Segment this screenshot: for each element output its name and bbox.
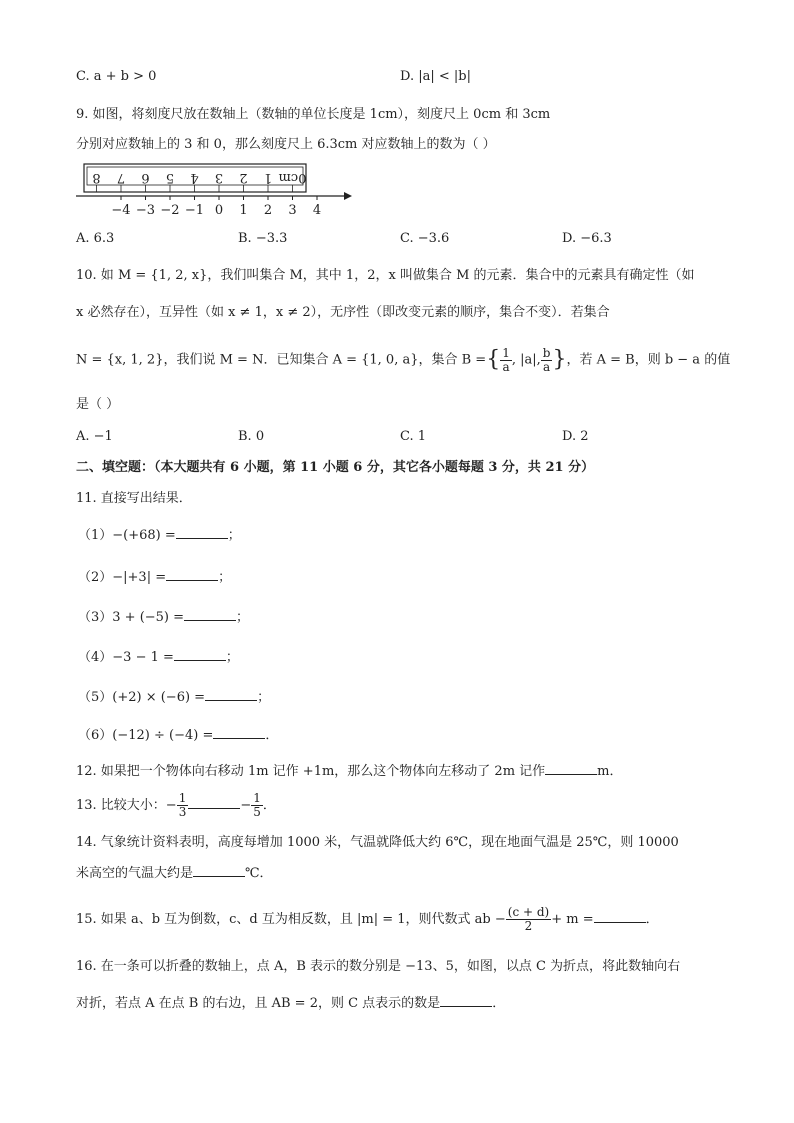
ruler-number-line-figure [74, 162, 354, 222]
axis-label: −4 [111, 203, 131, 218]
answer-blank[interactable] [440, 994, 492, 1007]
answer-blank[interactable] [184, 608, 236, 621]
section-2-heading: 二、填空题：（本大题共有 6 小题，第 11 小题 6 分，其它各小题每题 3 分，共 21 分） [76, 460, 595, 475]
number-line-arrow-icon [344, 192, 352, 200]
q9-text-line2: 分别对应数轴上的 3 和 0，那么刻度尺上 6.3cm 对应数轴上的数为（ ） [76, 137, 496, 152]
q10-option-a: A. −1 [76, 429, 113, 444]
q10-line3-end: ，若 A = B，则 b − a 的值 [566, 352, 731, 368]
axis-label: 0 [214, 203, 224, 218]
frac-denominator: 3 [178, 805, 187, 819]
q11-item-end: ； [227, 528, 241, 543]
q12-text-end: m． [597, 764, 623, 779]
q11-item-label: （5）(+2) × (−6) = [78, 690, 206, 705]
frac-denominator: 2 [524, 919, 533, 933]
ruler-label: 0cm [278, 170, 307, 185]
q10-text-line1: 10. 如 M = {1, 2, x}，我们叫集合 M，其中 1，2，x 叫做集合 M 的元素．集合中的元素具有确定性（如 [76, 268, 695, 283]
answer-blank[interactable] [188, 796, 240, 809]
ruler-label: 4 [190, 170, 199, 185]
frac-numerator: 1 [178, 791, 187, 805]
ruler-label: 2 [239, 170, 248, 185]
q15-end: ． [645, 912, 659, 927]
ruler-label: 8 [92, 170, 101, 185]
fraction-one-third [177, 792, 189, 819]
q10-option-c: C. 1 [400, 429, 427, 444]
answer-blank[interactable] [166, 568, 218, 581]
axis-label: −3 [135, 203, 156, 218]
q11-item-label: （3）3 + (−5) = [78, 610, 185, 625]
q10-line3-mid: , |a|, [511, 352, 541, 368]
answer-blank[interactable] [545, 762, 597, 775]
q9-option-a: A. 6.3 [76, 231, 115, 246]
q10-line3-start: N = {x, 1, 2}，我们说 M = N．已知集合 A = {1, 0, a}，集合 B = [76, 352, 487, 368]
q11-item-label: （6）(−12) ÷ (−4) = [78, 728, 214, 743]
frac-numerator: 1 [253, 791, 261, 805]
axis-label: 2 [263, 203, 273, 218]
q15-prefix: 15. 如果 a、b 互为倒数，c、d 互为相反数，且 |m| = 1，则代数式 ab − [76, 912, 506, 927]
q9-option-b: B. −3.3 [238, 231, 288, 246]
answer-blank[interactable] [213, 726, 265, 739]
q13-mid: − [240, 798, 252, 813]
q9-option-d: D. −6.3 [562, 231, 612, 246]
frac-denominator: a [502, 359, 510, 374]
q11-item [78, 608, 249, 627]
q11-item-label: （1）−(+68) = [78, 528, 176, 543]
fraction-b-over-a [541, 347, 553, 374]
ruler-label: 1 [263, 170, 273, 185]
q16-text-line1: 16. 在一条可以折叠的数轴上，点 A，B 表示的数分别是 −13、5，如图，以点 C 为折点，将此数轴向右 [76, 959, 681, 974]
q10-text-line4: 是（ ） [76, 397, 120, 412]
fraction-1-over-a [500, 347, 512, 374]
fraction-one-fifth [251, 792, 263, 819]
axis-label: 4 [312, 203, 322, 218]
q13-prefix: 13. 比较大小：− [76, 798, 177, 813]
q16-text-line2 [76, 994, 505, 1013]
q16-line2-end: ． [492, 996, 506, 1011]
q13-end: ． [262, 798, 276, 813]
fraction-c-plus-d-over-2 [506, 906, 551, 933]
q12-text-body: 12. 如果把一个物体向右移动 1m 记作 +1m，那么这个物体向左移动了 2m 记作 [76, 764, 546, 779]
q11-item-end: ； [257, 690, 271, 705]
frac-numerator: (c + d) [507, 905, 550, 919]
q12-text [76, 762, 622, 781]
q11-item [78, 648, 239, 667]
answer-blank[interactable] [205, 688, 257, 701]
ruler-label: 7 [116, 170, 126, 185]
axis-label: −2 [160, 203, 180, 218]
axis-label: 1 [239, 203, 248, 218]
q11-item-end: ； [236, 610, 250, 625]
q11-item-label: （4）−3 − 1 = [78, 650, 174, 665]
q15-text [76, 900, 659, 940]
answer-blank[interactable] [174, 648, 226, 661]
q14-text-line1: 14. 气象统计资料表明，高度每增加 1000 米，气温就降低大约 6℃，现在地面气温是 25℃，则 10000 [76, 835, 679, 850]
q11-item-end: ． [265, 728, 279, 743]
q11-item [78, 568, 231, 587]
q11-item-label: （2）−|+3| = [78, 570, 167, 585]
q14-line2-end: ℃． [245, 866, 273, 881]
ruler-label: 3 [214, 170, 224, 185]
q8-option-c: C. a + b > 0 [76, 69, 157, 84]
q9-text-line1: 9. 如图，将刻度尺放在数轴上（数轴的单位长度是 1cm），刻度尺上 0cm 和 3cm [76, 107, 551, 122]
q9-option-c: C. −3.6 [400, 231, 450, 246]
answer-blank[interactable] [193, 864, 245, 877]
q11-item [78, 526, 241, 545]
q11-item [78, 688, 270, 707]
q10-text-line2: x 必然存在），互异性（如 x ≠ 1，x ≠ 2），无序性（即改变元素的顺序，集合不变）．若集合 [76, 305, 610, 320]
q13-text [76, 788, 276, 824]
q16-line2-start: 对折，若点 A 在点 B 的右边，且 AB = 2，则 C 点表示的数是 [76, 996, 441, 1011]
frac-denominator: 5 [253, 805, 261, 819]
q10-text-line3 [76, 340, 730, 381]
q14-line2-start: 米高空的气温大约是 [76, 866, 194, 881]
q11-item-end: ； [218, 570, 232, 585]
axis-label: −1 [184, 203, 205, 218]
q11-item [78, 726, 278, 745]
right-brace: } [552, 347, 567, 372]
ruler-label: 5 [165, 170, 175, 185]
q10-option-b: B. 0 [238, 429, 265, 444]
q14-text-line2 [76, 864, 273, 883]
frac-numerator: b [542, 345, 551, 360]
ruler-label: 6 [141, 170, 150, 185]
q8-option-d: D. |a| < |b| [400, 69, 471, 84]
frac-denominator: a [543, 359, 551, 374]
q10-option-d: D. 2 [562, 429, 589, 444]
answer-blank[interactable] [176, 526, 228, 539]
axis-label: 3 [288, 203, 297, 218]
q15-mid: + m = [551, 912, 594, 927]
left-brace: { [486, 347, 501, 372]
answer-blank[interactable] [594, 910, 646, 923]
frac-numerator: 1 [502, 345, 510, 360]
q11-item-end: ； [225, 650, 239, 665]
q11-title: 11. 直接写出结果． [76, 491, 192, 506]
